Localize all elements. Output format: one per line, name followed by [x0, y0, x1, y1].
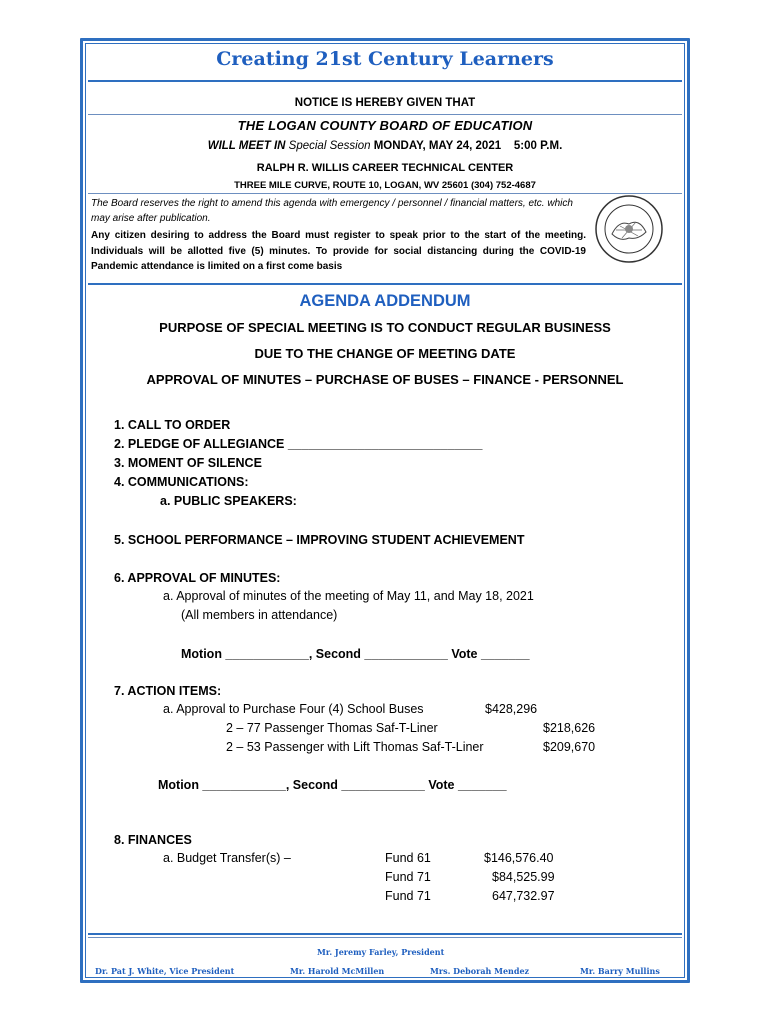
fund-amount: 647,732.97 — [492, 889, 555, 903]
divider — [88, 283, 682, 285]
bus-line-2-amount: $209,670 — [543, 740, 596, 754]
purpose-line-1: PURPOSE OF SPECIAL MEETING IS TO CONDUCT REGULAR BUSINESS — [159, 320, 611, 335]
board-member: Mr. Harold McMillen — [290, 966, 385, 976]
fund-amount: $84,525.99 — [492, 870, 555, 884]
bus-line-1: 2 – 77 Passenger Thomas Saf-T-Liner — [226, 721, 438, 735]
amend-disclaimer: The Board reserves the right to amend this agenda with emergency / personnel / financial matters, etc. which may arise after publication. — [91, 198, 573, 224]
bus-purchase-item: a. Approval to Purchase Four (4) School Buses — [163, 702, 424, 716]
purpose-line-3: APPROVAL OF MINUTES – PURCHASE OF BUSES – FINANCE - PERSONNEL — [146, 372, 624, 387]
fund-name: Fund 61 — [385, 851, 431, 865]
bus-line-2: 2 – 53 Passenger with Lift Thomas Saf-T-Liner — [226, 740, 484, 754]
header-title: Creating 21st Century Learners — [216, 48, 554, 70]
agenda-item-1: 1. CALL TO ORDER — [114, 418, 231, 432]
budget-transfer-label: a. Budget Transfer(s) – — [163, 851, 291, 865]
meeting-date-time: MONDAY, MAY 24, 2021 5:00 P.M. — [373, 140, 563, 152]
board-member: Mrs. Deborah Mendez — [430, 966, 530, 976]
fund-name: Fund 71 — [385, 889, 431, 903]
agenda-item-7: 7. ACTION ITEMS: — [114, 684, 222, 698]
purpose-line-2: DUE TO THE CHANGE OF MEETING DATE — [254, 346, 516, 361]
agenda-item-8: 8. FINANCES — [114, 833, 192, 847]
divider — [88, 80, 682, 82]
divider — [88, 114, 682, 115]
divider — [88, 193, 682, 194]
agenda-item-6: 6. APPROVAL OF MINUTES: — [114, 571, 281, 585]
board-vice-president: Dr. Pat J. White, Vice President — [95, 966, 235, 976]
action-motion-line: Motion ____________, Second ____________ Vote _______ — [158, 778, 507, 792]
agenda-item-5: 5. SCHOOL PERFORMANCE – IMPROVING STUDENT ACHIEVEMENT — [114, 533, 525, 547]
minutes-motion-line: Motion ____________, Second ____________ Vote _______ — [181, 647, 530, 661]
agenda-title: AGENDA ADDENDUM — [299, 292, 471, 310]
agenda-item-2: 2. PLEDGE OF ALLEGIANCE ____________________________ — [114, 437, 483, 451]
footer-divider — [88, 937, 682, 938]
agenda-item-6a-note: (All members in attendance) — [181, 608, 338, 622]
notice-text: NOTICE IS HEREBY GIVEN THAT — [294, 97, 476, 109]
bus-line-1-amount: $218,626 — [543, 721, 596, 735]
board-president: Mr. Jeremy Farley, President — [317, 947, 445, 957]
agenda-item-4: 4. COMMUNICATIONS: — [114, 475, 249, 489]
session-type: Special Session — [288, 140, 371, 152]
speaker-registration-note: Any citizen desiring to address the Board must register to speak prior to the start of the meeting. Individuals will be allotted five (5) minutes. To provide for social distancing during the COVID-19 Pandemic attendance is limited on a first come basis — [91, 230, 586, 272]
venue-name: RALPH R. WILLIS CAREER TECHNICAL CENTER — [256, 162, 514, 174]
agenda-item-3: 3. MOMENT OF SILENCE — [114, 456, 262, 470]
agenda-item-4a: a. PUBLIC SPEAKERS: — [160, 494, 297, 508]
venue-address: THREE MILE CURVE, ROUTE 10, LOGAN, WV 25601 (304) 752-4687 — [234, 180, 536, 191]
footer-divider — [88, 933, 682, 935]
board-seal-icon — [594, 194, 664, 264]
meeting-line — [85, 140, 685, 152]
board-member: Mr. Barry Mullins — [580, 966, 660, 976]
board-name: THE LOGAN COUNTY BOARD OF EDUCATION — [237, 118, 533, 133]
fund-amount: $146,576.40 — [484, 851, 554, 865]
bus-purchase-total: $428,296 — [485, 702, 538, 716]
will-meet-label: WILL MEET IN — [207, 140, 286, 152]
agenda-item-6a: a. Approval of minutes of the meeting of May 11, and May 18, 2021 — [163, 589, 534, 603]
fund-name: Fund 71 — [385, 870, 431, 884]
